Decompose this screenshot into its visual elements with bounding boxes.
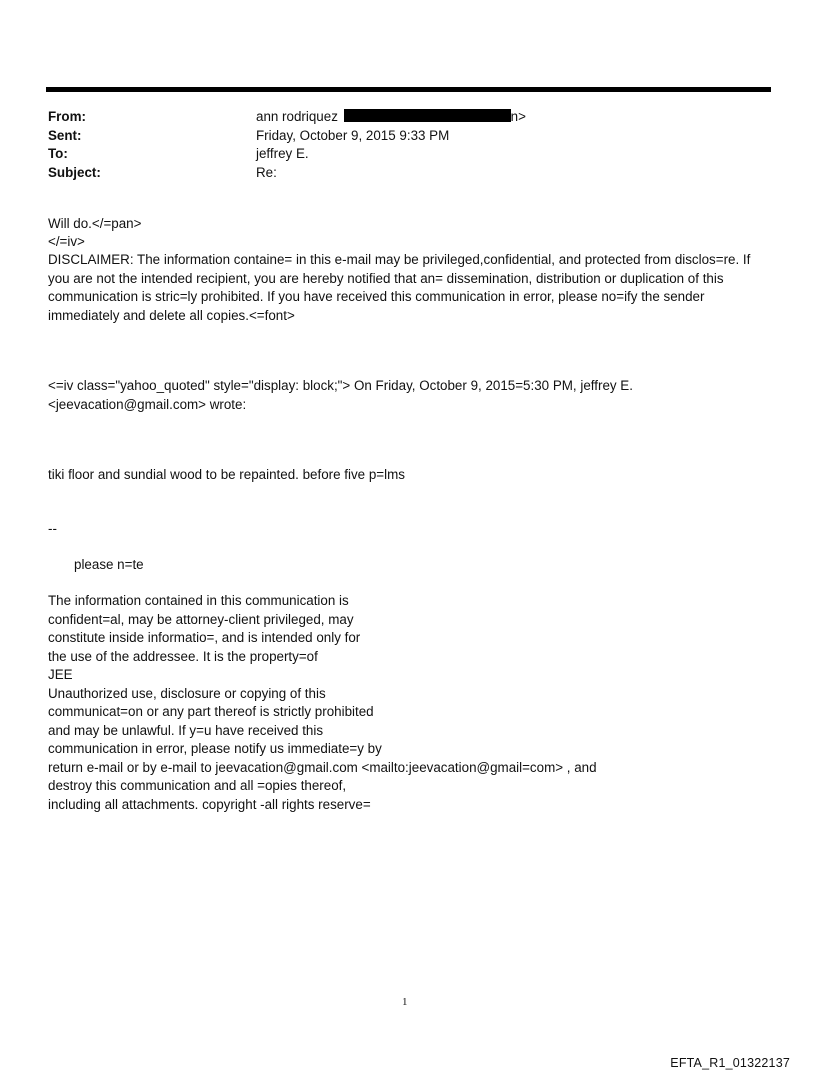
to-label: To:: [48, 146, 68, 161]
from-row: [48, 108, 768, 127]
document-id: EFTA_R1_01322137: [670, 1056, 790, 1070]
redaction-bar: [344, 109, 511, 122]
sent-value: Friday, October 9, 2015 9:33 PM: [256, 127, 450, 143]
notice-line: confident=al, may be attorney-client privileged, may: [48, 611, 354, 627]
quoted-intro-line: <=iv class="yahoo_quoted" style="display: block;"> On Friday, October 9, 2015=5:30 PM, jeffrey E.: [48, 378, 633, 393]
body-line-2: </=iv>: [48, 234, 85, 249]
quoted-intro: [48, 377, 768, 414]
notice-line: communication in error, please notify us immediate=y by: [48, 741, 382, 756]
to-row: [48, 145, 768, 164]
header-rule: [46, 87, 771, 92]
quoted-intro-line: <jeevacation@gmail.com> wrote:: [48, 396, 247, 412]
sent-row: [48, 127, 768, 146]
page-number: 1: [402, 996, 408, 1008]
subject-label: Subject:: [48, 164, 101, 180]
notice-line: the use of the addressee. It is the property=of: [48, 648, 318, 664]
notice-line: return e-mail or by e-mail to jeevacation@gmail.com <mailto:jeevacation@gmail=com> , and: [48, 759, 597, 775]
email-header: [48, 108, 768, 182]
notice-line: destroy this communication and all =opies thereof,: [48, 778, 347, 793]
from-name: ann rodriquez: [256, 109, 338, 124]
notice-line: The information contained in this communication is: [48, 593, 349, 608]
disclaimer-line: DISCLAIMER: The information containe= in this e-mail may be privileged,confidential, and protected from disclos=re. If: [48, 252, 751, 267]
confidentiality-notice: [48, 592, 768, 814]
quoted-message: tiki floor and sundial wood to be repainted. before five p=lms: [48, 467, 405, 482]
sent-label: Sent:: [48, 127, 82, 143]
notice-line: JEE: [48, 667, 73, 682]
signature-separator: --: [48, 521, 57, 536]
notice-line: and may be unlawful. If y=u have received this: [48, 722, 324, 738]
notice-line: communicat=on or any part thereof is strictly prohibited: [48, 704, 374, 719]
disclaimer-line: communication is stric=ly prohibited. If you have received this communication in error, please no=ify the sender: [48, 289, 705, 304]
disclaimer-line: you are not the intended recipient, you are hereby notified that an= dissemination, distribution or duplication of this: [48, 270, 724, 286]
disclaimer: [48, 251, 768, 325]
subject-value: Re:: [256, 164, 277, 180]
notice-line: including all attachments. copyright -all rights reserve=: [48, 796, 371, 812]
from-label: From:: [48, 109, 86, 124]
notice-line: constitute inside informatio=, and is intended only for: [48, 630, 361, 645]
notice-line: Unauthorized use, disclosure or copying of this: [48, 685, 326, 701]
from-tail: n>: [510, 109, 526, 124]
to-value: jeffrey E.: [256, 146, 309, 161]
body-line-1: Will do.</=pan>: [48, 216, 142, 231]
from-value: [256, 108, 526, 127]
please-note: please n=te: [74, 557, 144, 572]
subject-row: [48, 164, 768, 183]
disclaimer-line: immediately and delete all copies.<=font>: [48, 307, 295, 323]
